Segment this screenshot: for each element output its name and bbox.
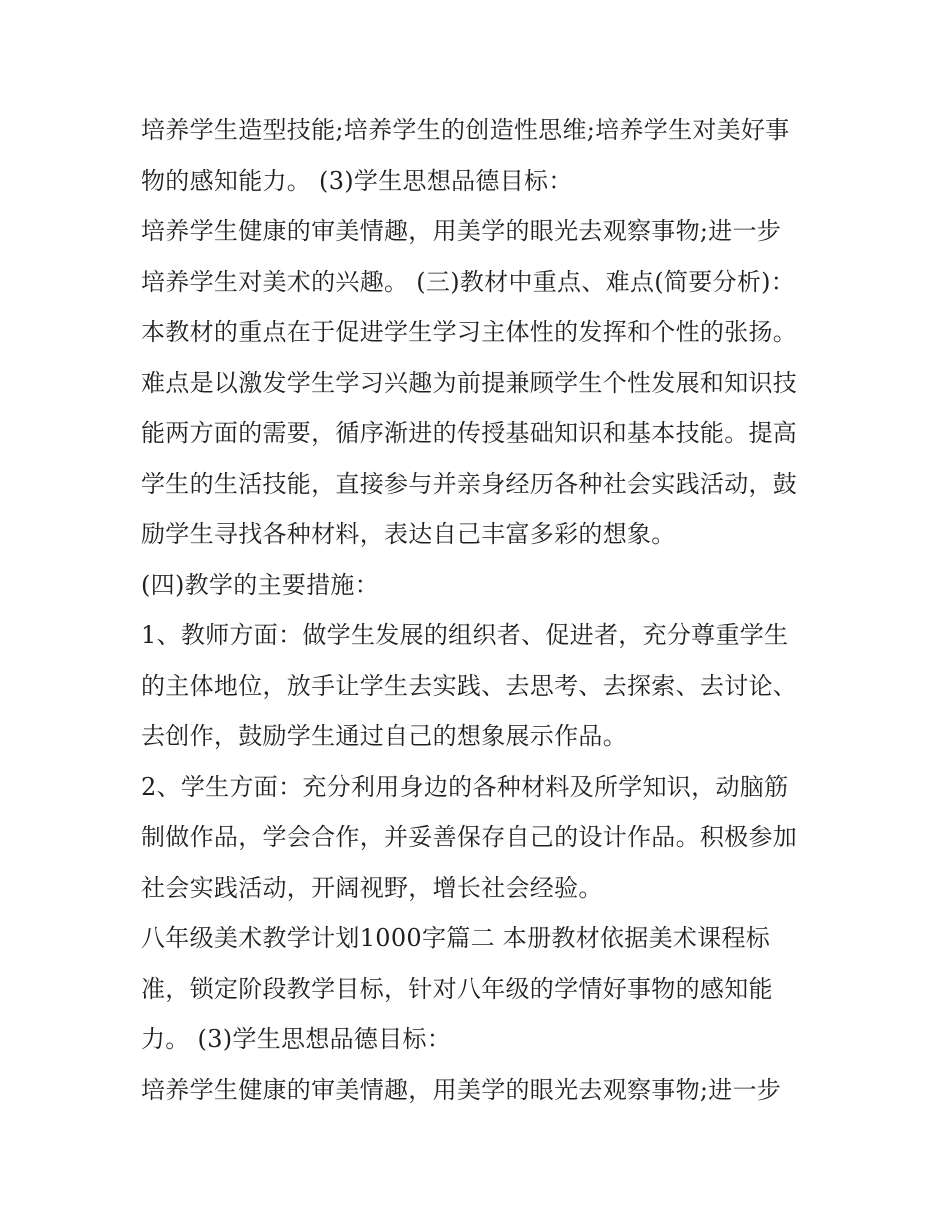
text-line: 物的感知能力。 (3)学生思想品德目标：	[141, 166, 573, 195]
text-line: 准，锁定阶段教学目标，针对八年级的学情好事物的感知能	[141, 974, 773, 1003]
text-line: 制做作品，学会合作，并妥善保存自己的设计作品。积极参加	[141, 823, 798, 851]
text-line: 2、学生方面：充分利用身边的各种材料及所学知识，动脑筋	[141, 772, 789, 801]
text-line: 培养学生健康的审美情趣，用美学的眼光去观察事物;进一步	[141, 217, 782, 245]
text-line: 1、教师方面：做学生发展的组织者、促进者，充分尊重学生	[141, 621, 789, 649]
document-body	[141, 112, 831, 1122]
text-line: 的主体地位，放手让学生去实践、去思考、去探索、去讨论、	[141, 671, 798, 700]
text-line: 本教材的重点在于促进学生学习主体性的发挥和个性的张扬。	[141, 318, 798, 346]
text-line: 培养学生造型技能;培养学生的创造性思维;培养学生对美好事	[141, 116, 790, 144]
text-line: 力。 (3)学生思想品德目标：	[141, 1025, 452, 1053]
text-line: 去创作，鼓励学生通过自己的想象展示作品。	[141, 722, 627, 750]
text-line: 学生的生活技能，直接参与并亲身经历各种社会实践活动，鼓	[141, 469, 798, 498]
text-line: 励学生寻找各种材料，表达自己丰富多彩的想象。	[141, 520, 676, 548]
text-line: 难点是以激发学生学习兴趣为前提兼顾学生个性发展和知识技	[141, 368, 798, 397]
text-line: 八年级美术教学计划1000字篇二 本册教材依据美术课程标	[141, 924, 771, 952]
text-line: 培养学生对美术的兴趣。 (三)教材中重点、难点(简要分析)：	[141, 267, 796, 296]
text-line: 培养学生健康的审美情趣，用美学的眼光去观察事物;进一步	[141, 1075, 782, 1104]
text-line: 能两方面的需要，循序渐进的传授基础知识和基本技能。提高	[141, 419, 798, 447]
text-line: 社会实践活动，开阔视野，增长社会经验。	[141, 873, 603, 902]
section-heading: (四)教学的主要措施：	[141, 570, 380, 599]
